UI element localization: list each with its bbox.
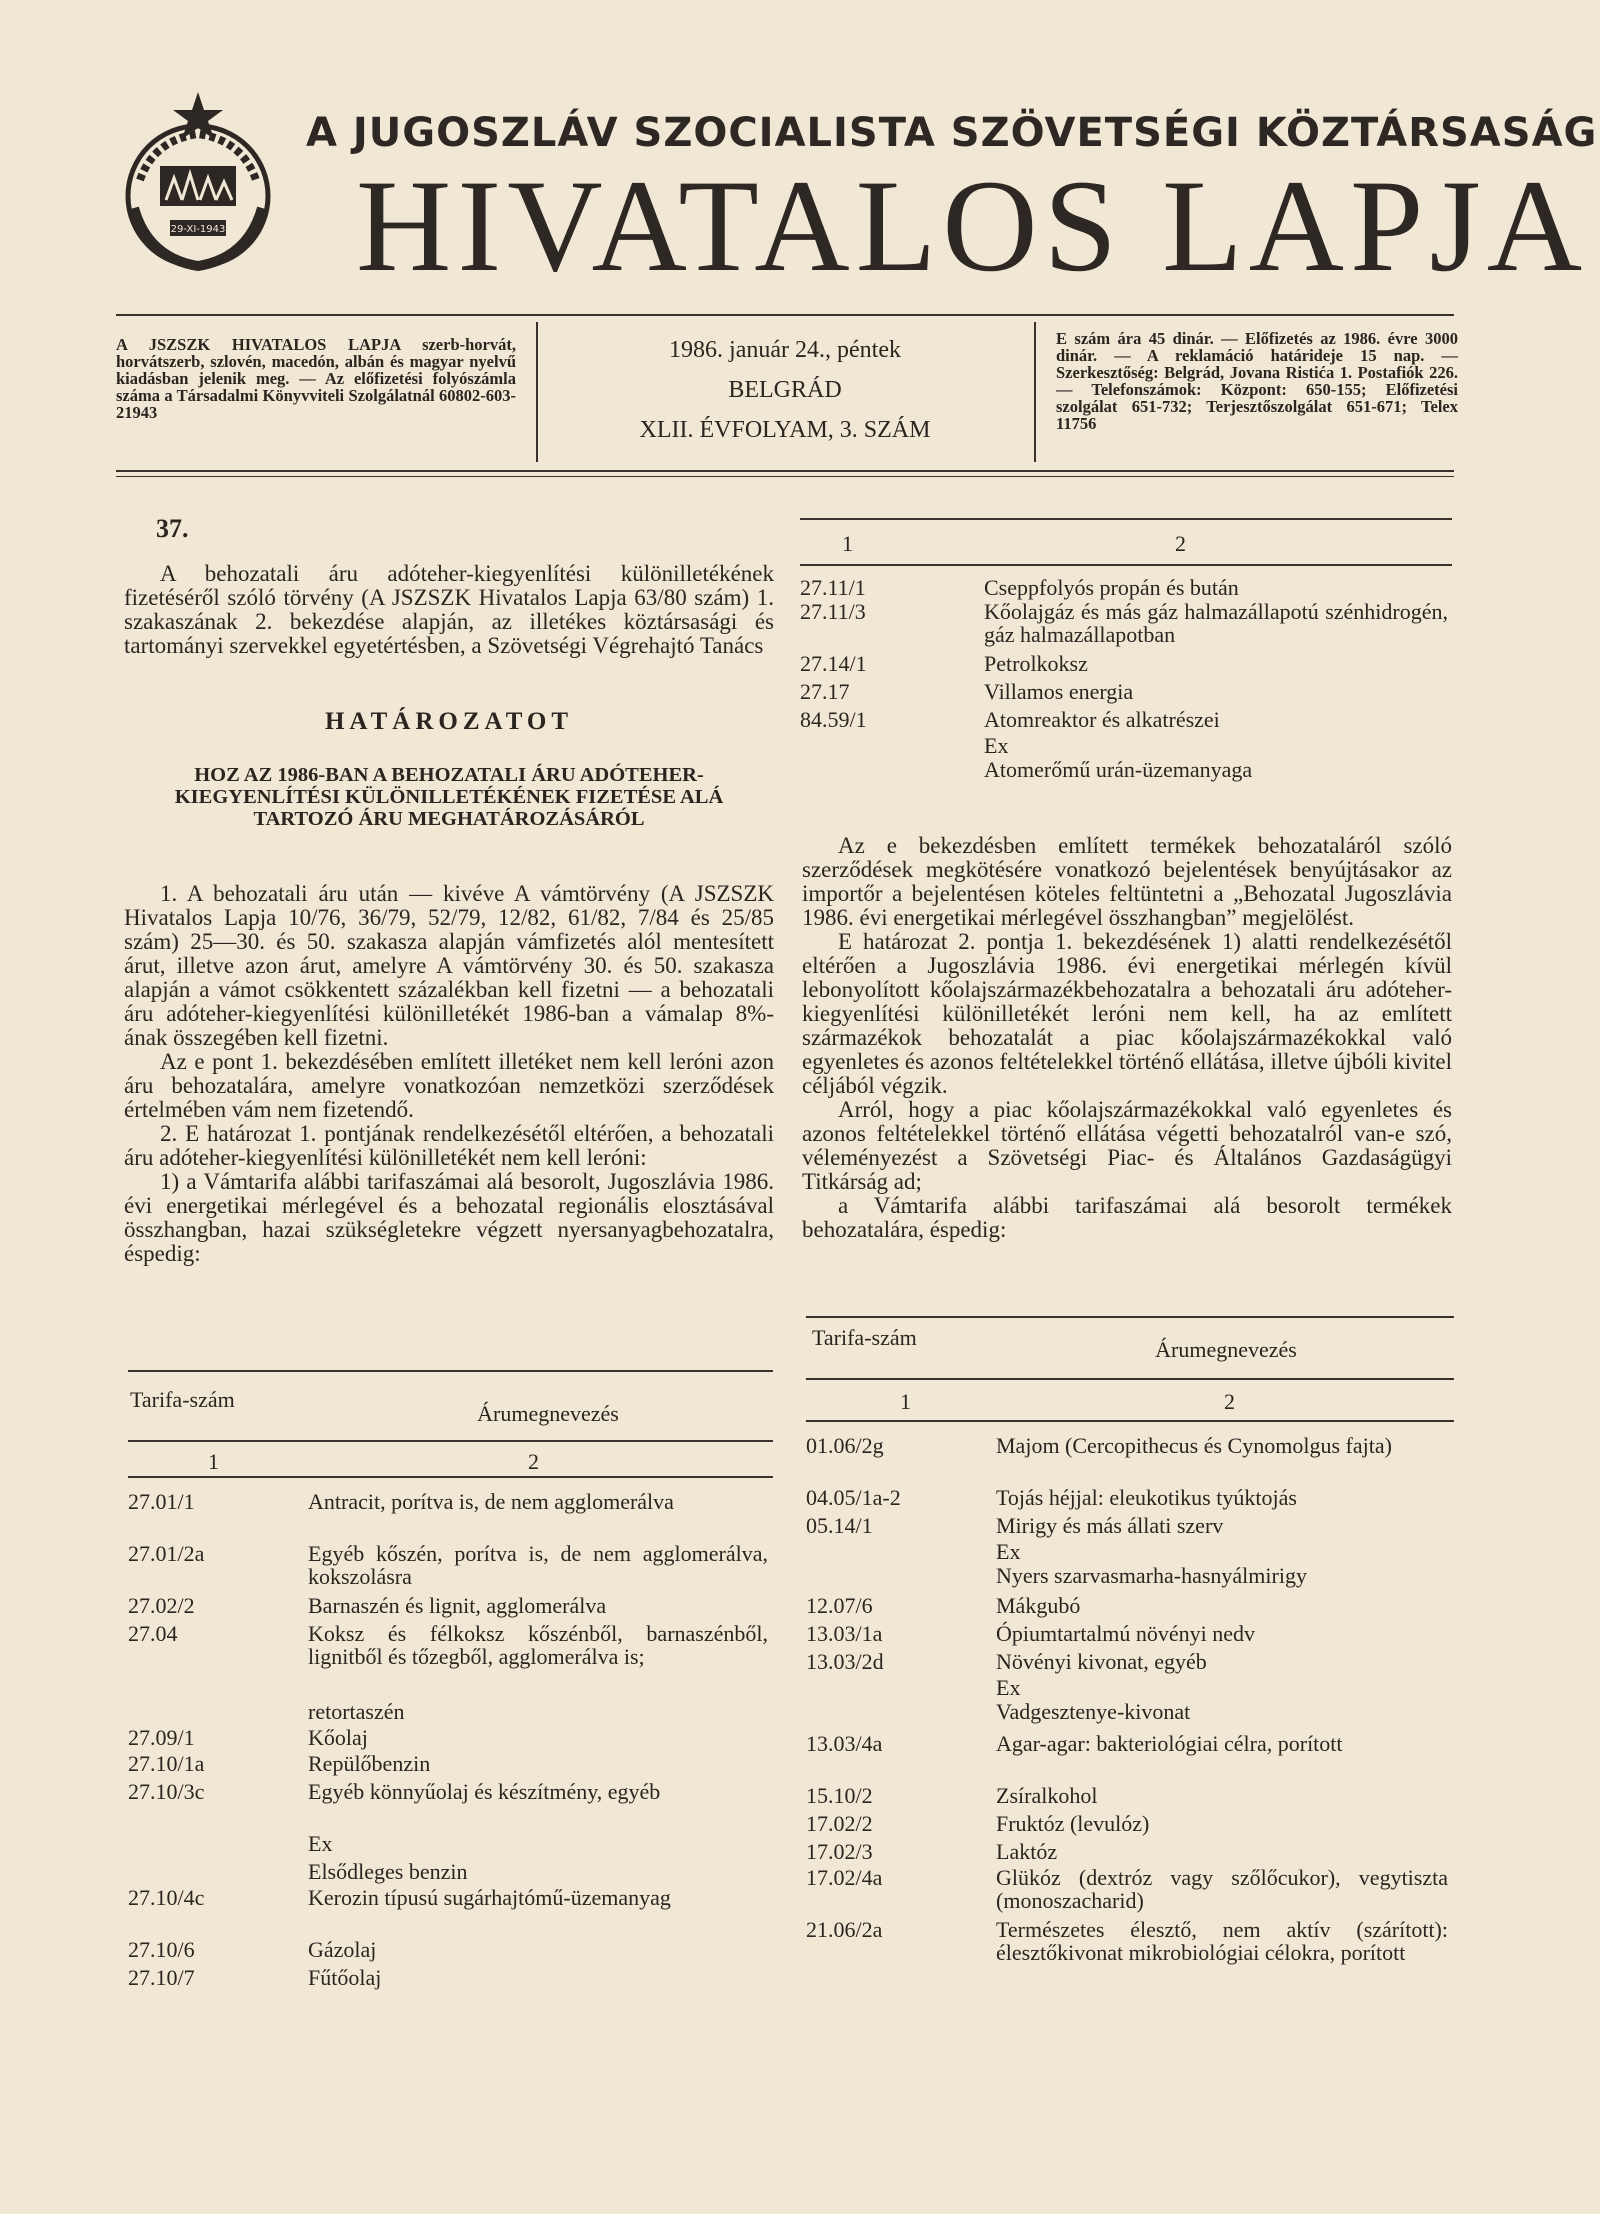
table-col-number-1: 1 [842,531,853,556]
tariff-code: 27.01/1 [128,1489,195,1514]
masthead-rule-bottom-2 [116,476,1454,477]
tariff-code: 17.02/4a [806,1865,883,1890]
goods-description: Ópiumtartalmú növényi nedv [996,1621,1256,1646]
state-emblem [108,88,288,278]
goods-description: Fruktóz (levulóz) [996,1811,1150,1836]
tariff-code: 27.10/7 [128,1965,195,1990]
goods-description: Glükóz (dextróz vagy szőlőcukor), vegytiszta (monoszacharid) [996,1865,1448,1913]
goods-description: Atomerőmű urán-üzemanyaga [984,757,1253,782]
emblem-date: 29-XI-1943 [170,224,226,235]
table-header-description: Árumegnevezés [477,1401,619,1426]
goods-description: Villamos energia [984,679,1134,704]
tariff-code: 84.59/1 [800,707,867,732]
masthead-rule-top [116,314,1454,316]
goods-description: Repülőbenzin [308,1751,431,1776]
tariff-code: 27.10/3c [128,1779,205,1804]
tariff-code: 05.14/1 [806,1513,873,1538]
goods-description: Antracit, porítva is, de nem agglomerálva [308,1489,674,1514]
issue-volume: XLII. ÉVFOLYAM, 3. SZÁM [639,417,931,443]
goods-description: Elsődleges benzin [308,1859,468,1884]
goods-description: Gázolaj [308,1937,377,1962]
tariff-code: 27.17 [800,679,850,704]
goods-description: Cseppfolyós propán és bután [984,575,1239,600]
tariff-table-right-bottom [806,1316,1456,2036]
republic-name: A JUGOSZLÁV SZOCIALISTA SZÖVETSÉGI KÖZTÁRSASÁG [306,110,1598,156]
table-header-code: Tarifa-szám [130,1387,235,1412]
goods-description: Természetes élesztő, nem aktív (szárított): élesztőkivonat mikrobiológiai célokra, porított [996,1917,1448,1965]
decree-body-left [124,882,774,1266]
right-paragraph-3: Arról, hogy a piac kőolajszármazékokkal való egyenletes és azonos feltételekkel történő ellátása végetti behozatalról van-e szó, véleményezést a Szövetségi Piac- és Általános Gazdaságügyi Titkárság ad; [802,1097,1452,1194]
tariff-code: 12.07/6 [806,1593,873,1618]
tariff-code: 27.11/1 [800,575,866,600]
decree-heading: HATÁROZATOT [324,708,574,735]
tariff-code: 27.09/1 [128,1725,195,1750]
decree-subheading: HOZ AZ 1986-BAN A BEHOZATALI ÁRU ADÓTEHER-KIEGYENLÍTÉSI KÜLÖNILLETÉKÉNEK FIZETÉSE ALÁ TARTOZÓ ÁRU MEGHATÁROZÁSÁRÓL [174,764,724,830]
tariff-code: 27.11/3 [800,599,866,624]
tariff-table-right-top [800,518,1450,818]
point-2-item-1-paragraph: 1) a Vámtarifa alábbi tarifaszámai alá besorolt, Jugoszlávia 1986. évi energetikai mérlegével és a behozatal regionális elosztásával összhangban, hazai szükségletekre végzett nyersanyagbehozatalra, éspedig: [124,1169,774,1266]
decree-number: 37. [156,514,189,543]
tariff-code: 27.04 [128,1621,178,1646]
tariff-code: 13.03/2d [806,1649,884,1674]
table-header-description: Árumegnevezés [1155,1337,1297,1362]
table-header-code: Tarifa-szám [812,1325,917,1350]
goods-description: Koksz és félkoksz kőszénből, barnaszénből, lignitből és tőzegből, agglomerálva is; [308,1621,768,1669]
tariff-code: 17.02/2 [806,1811,873,1836]
issue-info [540,330,1030,450]
tariff-code: 04.05/1a-2 [806,1485,901,1510]
tariff-table-left [128,1370,778,2030]
table-col-number-2: 2 [1175,531,1186,556]
tariff-code: 27.10/1a [128,1751,205,1776]
goods-description: Mirigy és más állati szerv [996,1513,1224,1538]
decree-body-right [802,834,1452,1242]
masthead-rule-bottom [116,470,1454,472]
masthead-divider-right [1034,322,1036,462]
right-paragraph-1: Az e bekezdésben említett termékek behozataláról szóló szerződések megkötésére vonatkozó bejelentések benyújtásakor az importőr a bejelentésen köteles feltüntetni a „Behozatal Jugoszlávia 1986. évi energetikai mérlegével összhangban” megjelölést. [802,833,1452,930]
tariff-code: 13.03/1a [806,1621,883,1646]
goods-description: Atomreaktor és alkatrészei [984,707,1220,732]
issue-date: 1986. január 24., péntek [669,337,901,363]
goods-description: Barnaszén és lignit, agglomerálva [308,1593,607,1618]
point-1-paragraph: 1. A behozatali áru után — kivéve A vámtörvény (A JSZSZK Hivatalos Lapja 10/76, 36/79, 52/79, 12/82, 61/82, 7/84 és 25/85 szám) 25—30. és 50. szakasza alapján vámfizetés alól mentesített árut, illetve azon árut, amelyre A vámtörvény 30. és 50. szakasza alapján a vámot csökkentett százalékban kell fizetni — a behozatali áru adóteher-kiegyenlítési különilletékét 1986-ban a vámalap 8%-ának összegében kell fizetni. [124,881,774,1050]
table-col-number-1: 1 [900,1389,911,1414]
issue-city: BELGRÁD [728,377,842,403]
goods-description: Egyéb könnyűolaj és készítmény, egyéb [308,1779,661,1804]
goods-description: Ex [996,1675,1021,1700]
price-and-contact-info: E szám ára 45 dinár. — Előfizetés az 1986. évre 3000 dinár. — A reklamáció határideje 15 nap. — Szerkesztőség: Belgrád, Jovana Ristića 1. Postafiók 226. — Telefonszámok: Központ: 650-155; Előfizetési szolgálat 651-732; Terjesztőszolgálat 651-671; Telex 11756 [1056,329,1458,433]
tariff-code: 27.10/6 [128,1937,195,1962]
tariff-code: 17.02/3 [806,1839,873,1864]
goods-description: Egyéb kőszén, porítva is, de nem agglomerálva, kokszolásra [308,1541,768,1589]
table-col-number-2: 2 [528,1449,539,1474]
goods-description: Kerozin típusú sugárhajtómű-üzemanyag [308,1885,671,1910]
tariff-code: 15.10/2 [806,1783,873,1808]
tariff-code: 27.02/2 [128,1593,195,1618]
goods-description: Agar-agar: bakteriológiai célra, porított [996,1731,1343,1756]
goods-description: Majom (Cercopithecus és Cynomolgus fajta) [996,1433,1392,1458]
tariff-code: 01.06/2g [806,1433,884,1458]
masthead-divider-left [536,322,538,462]
decree-intro [124,562,774,658]
tariff-code: 27.10/4c [128,1885,205,1910]
goods-description: Tojás héjjal: eleukotikus tyúktojás [996,1485,1297,1510]
tariff-code: 13.03/4a [806,1731,883,1756]
goods-description: Nyers szarvasmarha-hasnyálmirigy [996,1563,1307,1588]
table-col-number-2: 2 [1224,1389,1235,1414]
goods-description: Mákgubó [996,1593,1081,1618]
goods-description: Fűtőolaj [308,1965,382,1990]
tariff-code: 27.14/1 [800,651,867,676]
goods-description: retortaszén [308,1699,405,1724]
right-paragraph-4: a Vámtarifa alábbi tarifaszámai alá besorolt termékek behozatalára, éspedig: [802,1193,1452,1242]
goods-description: Növényi kivonat, egyéb [996,1649,1207,1674]
goods-description: Ex [984,733,1009,758]
point-1-second-paragraph: Az e pont 1. bekezdésében említett illetéket nem kell leróni azon áru behozatalára, amelyre vonatkozóan nemzetközi szerződések értelmében vám nem fizetendő. [124,1049,774,1122]
goods-description: Vadgesztenye-kivonat [996,1699,1191,1724]
tariff-code: 21.06/2a [806,1917,883,1942]
goods-description: Ex [308,1831,333,1856]
goods-description: Petrolkoksz [984,651,1088,676]
gazette-title: HIVATALOS LAPJA [356,152,1589,299]
goods-description: Ex [996,1539,1021,1564]
goods-description: Kőolaj [308,1725,368,1750]
publication-info: A JSZSZK HIVATALOS LAPJA szerb-horvát, horvátszerb, szlovén, macedón, albán és magyar nyelvű kiadásban jelenik meg. — Az előfizetési folyószámla száma a Társadalmi Könyvviteli Szolgálatnál 60802-603-21943 [116,335,516,422]
right-paragraph-2: E határozat 2. pontja 1. bekezdésének 1) alatti rendelkezésétől eltérően a Jugoszlávia 1986. évi energetikai mérlegén kívül lebonyolított kőolajszármazékbehozatalra a behozatali áru adóteher-kiegyenlítési különilletékét leróni nem kell, ha az említett származékok behozatalát a piac kőolajszármazékokkal való egyenletes és azonos feltételekkel történő ellátása, illetve újbóli kivitel céljából végzik. [802,929,1452,1098]
goods-description: Laktóz [996,1839,1058,1864]
point-2-paragraph: 2. E határozat 1. pontjának rendelkezésétől eltérően, a behozatali áru adóteher-kiegyenlítési különilletékét nem kell leróni: [124,1121,774,1170]
goods-description: Kőolajgáz és más gáz halmazállapotú szénhidrogén, gáz halmazállapotban [984,599,1448,647]
table-col-number-1: 1 [208,1449,219,1474]
intro-paragraph: A behozatali áru adóteher-kiegyenlítési különilletékének fizetéséről szóló törvény (A JSZSZK Hivatalos Lapja 63/80 szám) 1. szakaszának 2. bekezdése alapján, az illetékes köztársasági és tartományi szervekkel egyetértésben, a Szövetségi Végrehajtó Tanács [124,561,774,658]
tariff-code: 27.01/2a [128,1541,205,1566]
goods-description: Zsíralkohol [996,1783,1098,1808]
